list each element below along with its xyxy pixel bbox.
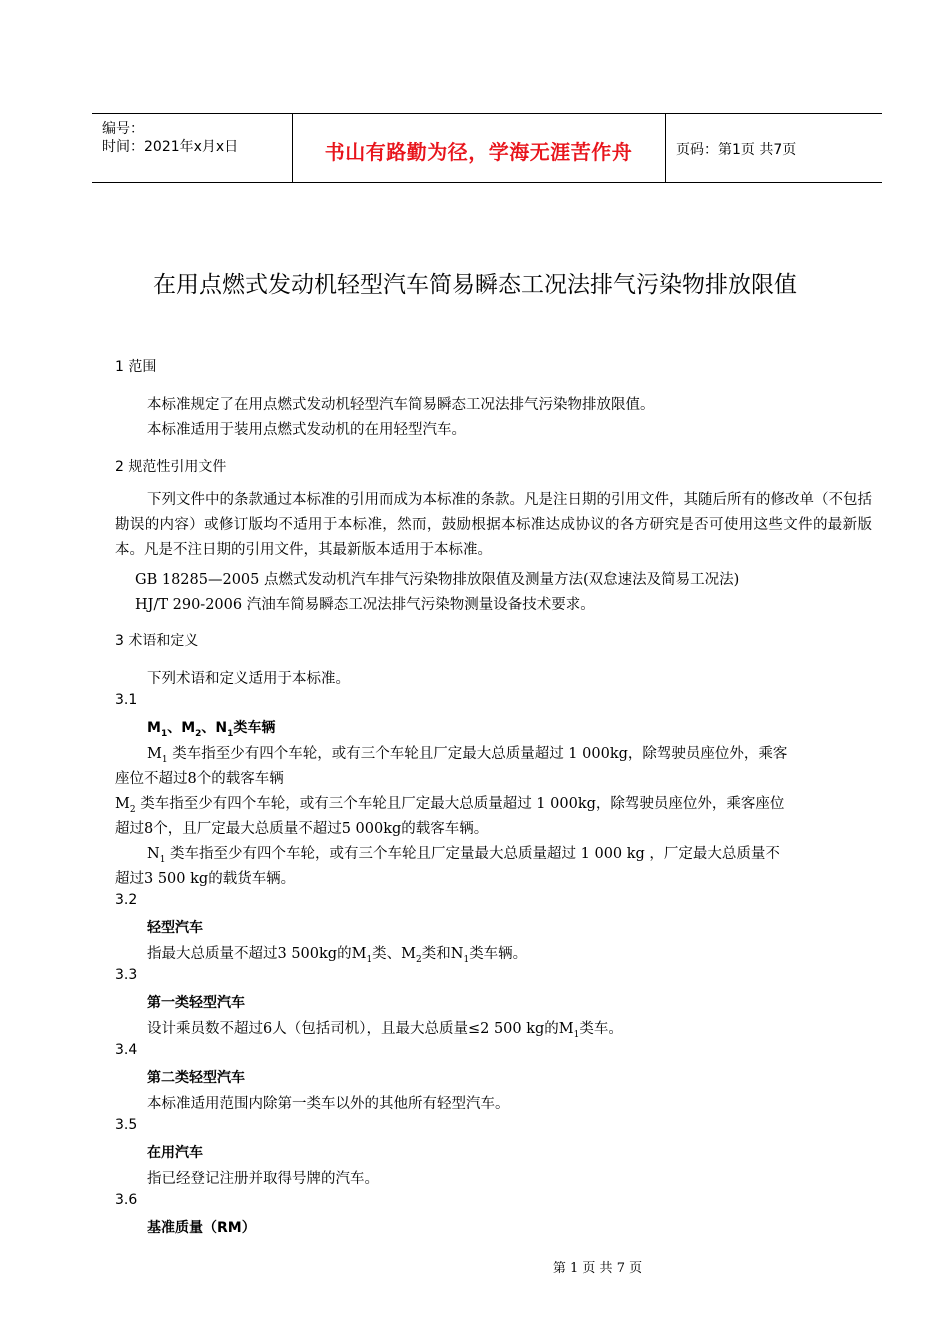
- clause-3-5-term: 在用汽车: [147, 1145, 203, 1161]
- clause-3-5-number: 3.5: [115, 1117, 138, 1133]
- clause-3-4-term: 第二类轻型汽车: [147, 1070, 245, 1086]
- clause-3-3-number: 3.3: [115, 967, 138, 983]
- motto-text: 书山有路勤为径，学海无涯苦作舟: [324, 140, 633, 164]
- clause-3-2-term: 轻型汽车: [147, 920, 203, 936]
- m1-definition-line-1: $M_1$ 类车指至少有四个车轮，或有三个车轮且厂定最大总质量超过 1 000kg，除驾驶员座位外，乘客: [147, 746, 788, 765]
- n1-definition-line-1: $N_1$ 类车指至少有四个车轮，或有三个车轮且厂定量最大总质量超过 1 000 kg ，厂定最大总质量不: [147, 846, 780, 865]
- m2-definition-line-2: 超过8个，且厂定最大总质量不超过5 000kg的载客车辆。: [115, 821, 489, 837]
- number-label: 编号：: [102, 121, 144, 137]
- clause-3-1-term: $M_1$、$M_2$、$N_1$类车辆: [147, 720, 276, 739]
- section-2-heading: 2 规范性引用文件: [115, 459, 227, 475]
- section-1-para-1: 本标准规定了在用点燃式发动机轻型汽车简易瞬态工况法排气污染物排放限值。: [147, 397, 655, 413]
- footer-page-number: 第 1 页 共 7 页: [552, 1261, 643, 1276]
- header-info-cell: [92, 114, 293, 182]
- reference-2: HJ/T 290-2006 汽油车简易瞬态工况法排气污染物测量设备技术要求。: [135, 597, 595, 613]
- reference-1: GB 18285—2005 点燃式发动机汽车排气污染物排放限值及测量方法(双怠速法及简易工况法): [135, 572, 740, 588]
- section-3-intro: 下列术语和定义适用于本标准。: [147, 671, 350, 687]
- clause-3-6-number: 3.6: [115, 1192, 138, 1208]
- page-footer: [0, 1257, 950, 1276]
- clause-3-2-definition: 指最大总质量不超过3 500kg的$M_1$类、$M_2$类和$N_1$类车辆。: [147, 946, 528, 965]
- clause-3-4-definition: 本标准适用范围内除第一类车以外的其他所有轻型汽车。: [147, 1096, 510, 1112]
- clause-3-6-term: 基准质量（RM）: [147, 1220, 256, 1236]
- document-header: [92, 113, 882, 183]
- clause-3-5-definition: 指已经登记注册并取得号牌的汽车。: [147, 1171, 379, 1187]
- header-page-cell: [666, 114, 882, 182]
- header-motto-cell: [292, 114, 666, 182]
- clause-3-1-number: 3.1: [115, 692, 138, 708]
- document-title: 在用点燃式发动机轻型汽车简易瞬态工况法排气污染物排放限值: [153, 272, 797, 298]
- page-number-label: 页码：第1页 共7页: [676, 142, 797, 158]
- clause-3-3-definition: 设计乘员数不超过6人（包括司机），且最大总质量≤2 500 kg的$M_1$类车。: [147, 1021, 623, 1040]
- section-2-paragraph: 下列文件中的条款通过本标准的引用而成为本标准的条款。凡是注日期的引用文件，其随后所有的修改单（不包括勘误的内容）或修订版均不适用于本标准，然而，鼓励根据本标准达成协议的各方研究是否可使用这些文件的最新版本。凡是不注日期的引用文件，其最新版本适用于本标准。: [115, 492, 872, 558]
- n1-definition-line-2: 超过3 500 kg的载货车辆。: [115, 871, 296, 887]
- time-label: 时间：2021年x月x日: [102, 139, 239, 155]
- clause-3-4-number: 3.4: [115, 1042, 138, 1058]
- clause-3-3-term: 第一类轻型汽车: [147, 995, 245, 1011]
- section-3-heading: 3 术语和定义: [115, 633, 199, 649]
- clause-3-2-number: 3.2: [115, 892, 138, 908]
- m1-definition-line-2: 座位不超过8个的载客车辆: [115, 771, 284, 787]
- m2-definition-line-1: $M_2$ 类车指至少有四个车轮，或有三个车轮且厂定最大总质量超过 1 000kg，除驾驶员座位外，乘客座位: [115, 796, 785, 815]
- section-1-heading: 1 范围: [115, 359, 157, 375]
- section-1-para-2: 本标准适用于装用点燃式发动机的在用轻型汽车。: [147, 422, 466, 438]
